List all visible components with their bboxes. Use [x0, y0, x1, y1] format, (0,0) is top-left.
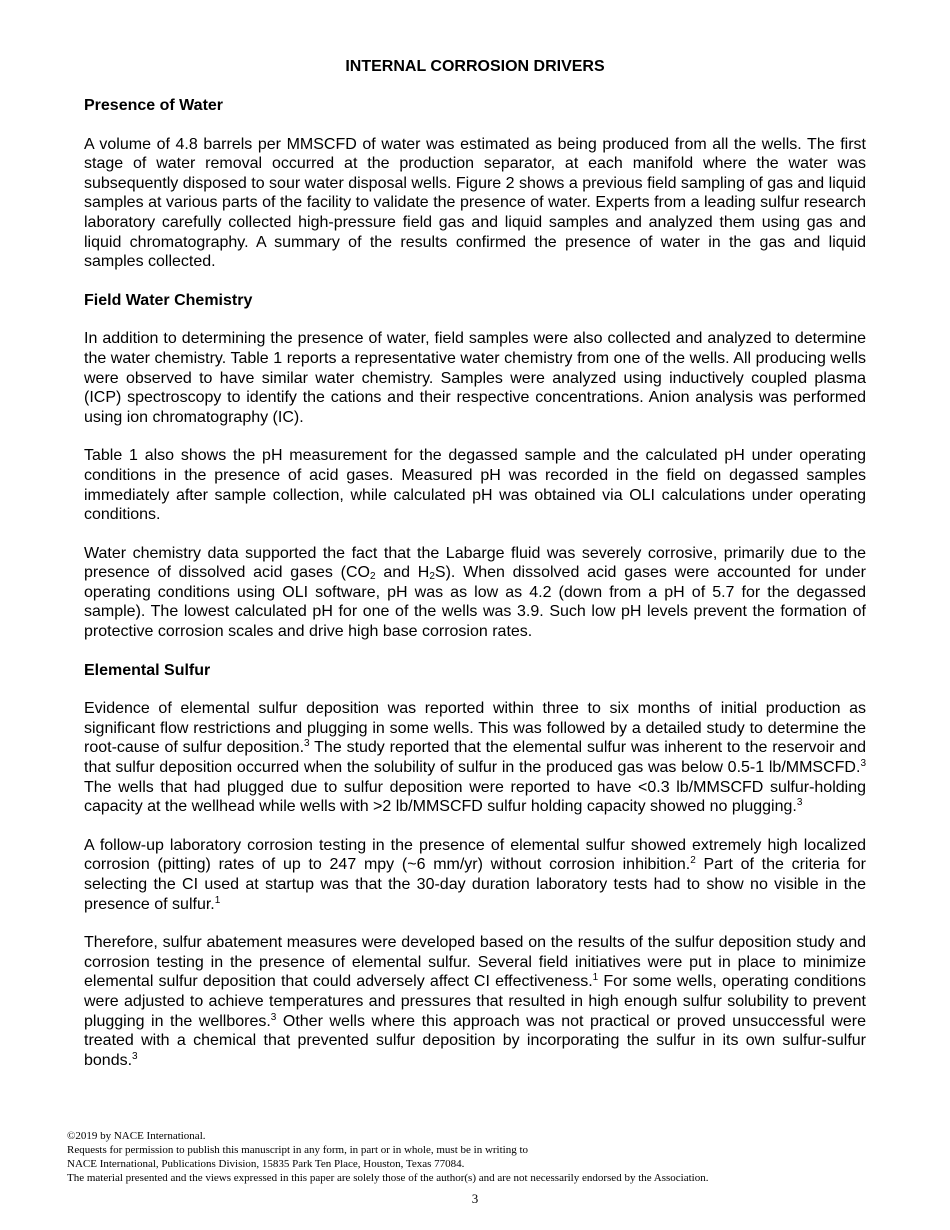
subscript: 2 — [429, 571, 435, 583]
citation-superscript: 3 — [132, 1050, 138, 1062]
text-segment: S). When dissolved acid gases were accounted for under operating conditions using OLI software, pH was as low as 4.2 (down from a pH of 5.7 for the degassed sample). The lowest calculated pH for one of the wells was 3.9. Such low pH levels prevent the formation of protective corrosion scales and drive high base corrosion rates. — [84, 564, 867, 641]
text-segment: and H — [375, 564, 430, 582]
body-content — [84, 96, 866, 1089]
text-segment: Other wells where this approach was not practical or proved unsuccessful were treated with a chemical that prevented sulfur deposition by incorporating the sulfur in its own sulfur-sulfur bonds. — [84, 1012, 866, 1069]
footer-line: Requests for permission to publish this manuscript in any form, in part or in whole, must be in writing to — [67, 1144, 529, 1156]
citation-superscript: 3 — [304, 738, 310, 750]
paragraph-sulfur-2 — [84, 836, 866, 914]
footer-line: ©2019 by NACE International. — [67, 1130, 206, 1142]
text-segment: Part of the criteria for selecting the CI used at startup was that the 30-day duration laboratory tests had to show no visible in the presence of sulfur. — [84, 856, 866, 913]
paragraph-chemistry-1: In addition to determining the presence of water, field samples were also collected and analyzed to determine the water chemistry. Table 1 reports a representative water chemistry from one of the wells. All producing wells were observed to have similar water chemistry. Samples were analyzed using inductively coupled plasma (ICP) spectroscopy to identify the cations and their respective concentrations. Anion analysis was performed using ion chromatography (IC). — [84, 330, 866, 426]
citation-superscript: 2 — [690, 855, 696, 867]
citation-superscript: 3 — [796, 797, 803, 809]
text-segment: A follow-up laboratory corrosion testing in the presence of elemental sulfur showed extremely high localized corrosion (pitting) rates of up to 247 mpy (~6 mm/yr) without corrosion inhibition. — [84, 836, 866, 874]
citation-superscript: 1 — [214, 894, 221, 906]
page-number: 3 — [471, 1191, 479, 1206]
citation-superscript: 1 — [592, 972, 599, 984]
text-segment: For some wells, operating conditions were adjusted to achieve temperatures and pressures that resulted in high enough sulfur solubility to prevent plugging in the wellbores. — [84, 973, 866, 1030]
heading-presence-of-water: Presence of Water — [84, 97, 224, 114]
footer-line: NACE International, Publications Division, 15835 Park Ten Place, Houston, Texas 77084. — [67, 1158, 465, 1170]
citation-superscript: 3 — [270, 1011, 277, 1023]
paragraph-sulfur-3 — [84, 933, 866, 1070]
subscript: 2 — [370, 571, 376, 583]
text-segment: The study reported that the elemental sulfur was inherent to the reservoir and that sulfur deposition occurred when the solubility of sulfur in the produced gas was below 0.5-1 lb/MMSCFD. — [84, 739, 866, 777]
text-segment: Evidence of elemental sulfur deposition was reported within three to six months of initial production as significant flow restrictions and plugging in some wells. This was followed by a detailed study to determine the root-cause of sulfur deposition. — [84, 700, 866, 757]
footer-line: The material presented and the views expressed in this paper are solely those of the author(s) and are not necessarily endorsed by the Association. — [67, 1172, 709, 1184]
text-segment: The wells that had plugged due to sulfur deposition were reported to have <0.3 lb/MMSCFD sulfur-holding capacity at the wellhead while wells with >2 lb/MMSCFD sulfur holding capacity showed no plugging. — [84, 778, 866, 816]
citation-superscript: 3 — [860, 758, 866, 770]
page-title: INTERNAL CORROSION DRIVERS — [345, 58, 605, 75]
paragraph-sulfur-1 — [84, 699, 866, 817]
heading-elemental-sulfur: Elemental Sulfur — [84, 661, 211, 679]
heading-field-water-chemistry: Field Water Chemistry — [84, 291, 253, 309]
paragraph-chemistry-2: Table 1 also shows the pH measurement for the degassed sample and the calculated pH under operating conditions in the presence of acid gases. Measured pH was recorded in the field on degassed samples immediately after sample collection, while calculated pH was obtained via OLI calculations under operating conditions. — [84, 447, 866, 524]
text-segment: Therefore, sulfur abatement measures were developed based on the results of the sulfur deposition study and corrosion testing in the presence of elemental sulfur. Several field initiatives were put in place to minimize elemental sulfur deposition that could adversely affect CI effectiveness. — [84, 934, 866, 991]
paragraph-chemistry-3 — [84, 544, 866, 642]
paragraph-water-1: A volume of 4.8 barrels per MMSCFD of water was estimated as being produced from all the wells. The first stage of water removal occurred at the production separator, at each manifold where the water was subsequently disposed to sour water disposal wells. Figure 2 shows a previous field sampling of gas and liquid samples at various parts of the facility to validate the presence of water. Experts from a leading sulfur research laboratory carefully collected high-pressure field gas and liquid samples and analyzed them using gas and liquid chromatography. A summary of the results confirmed the presence of water in the gas and liquid samples collected. — [84, 135, 866, 271]
text-segment: Water chemistry data supported the fact that the Labarge fluid was severely corrosive, primarily due to the presence of dissolved acid gases (CO — [84, 544, 866, 582]
copyright-footer — [67, 1129, 897, 1185]
